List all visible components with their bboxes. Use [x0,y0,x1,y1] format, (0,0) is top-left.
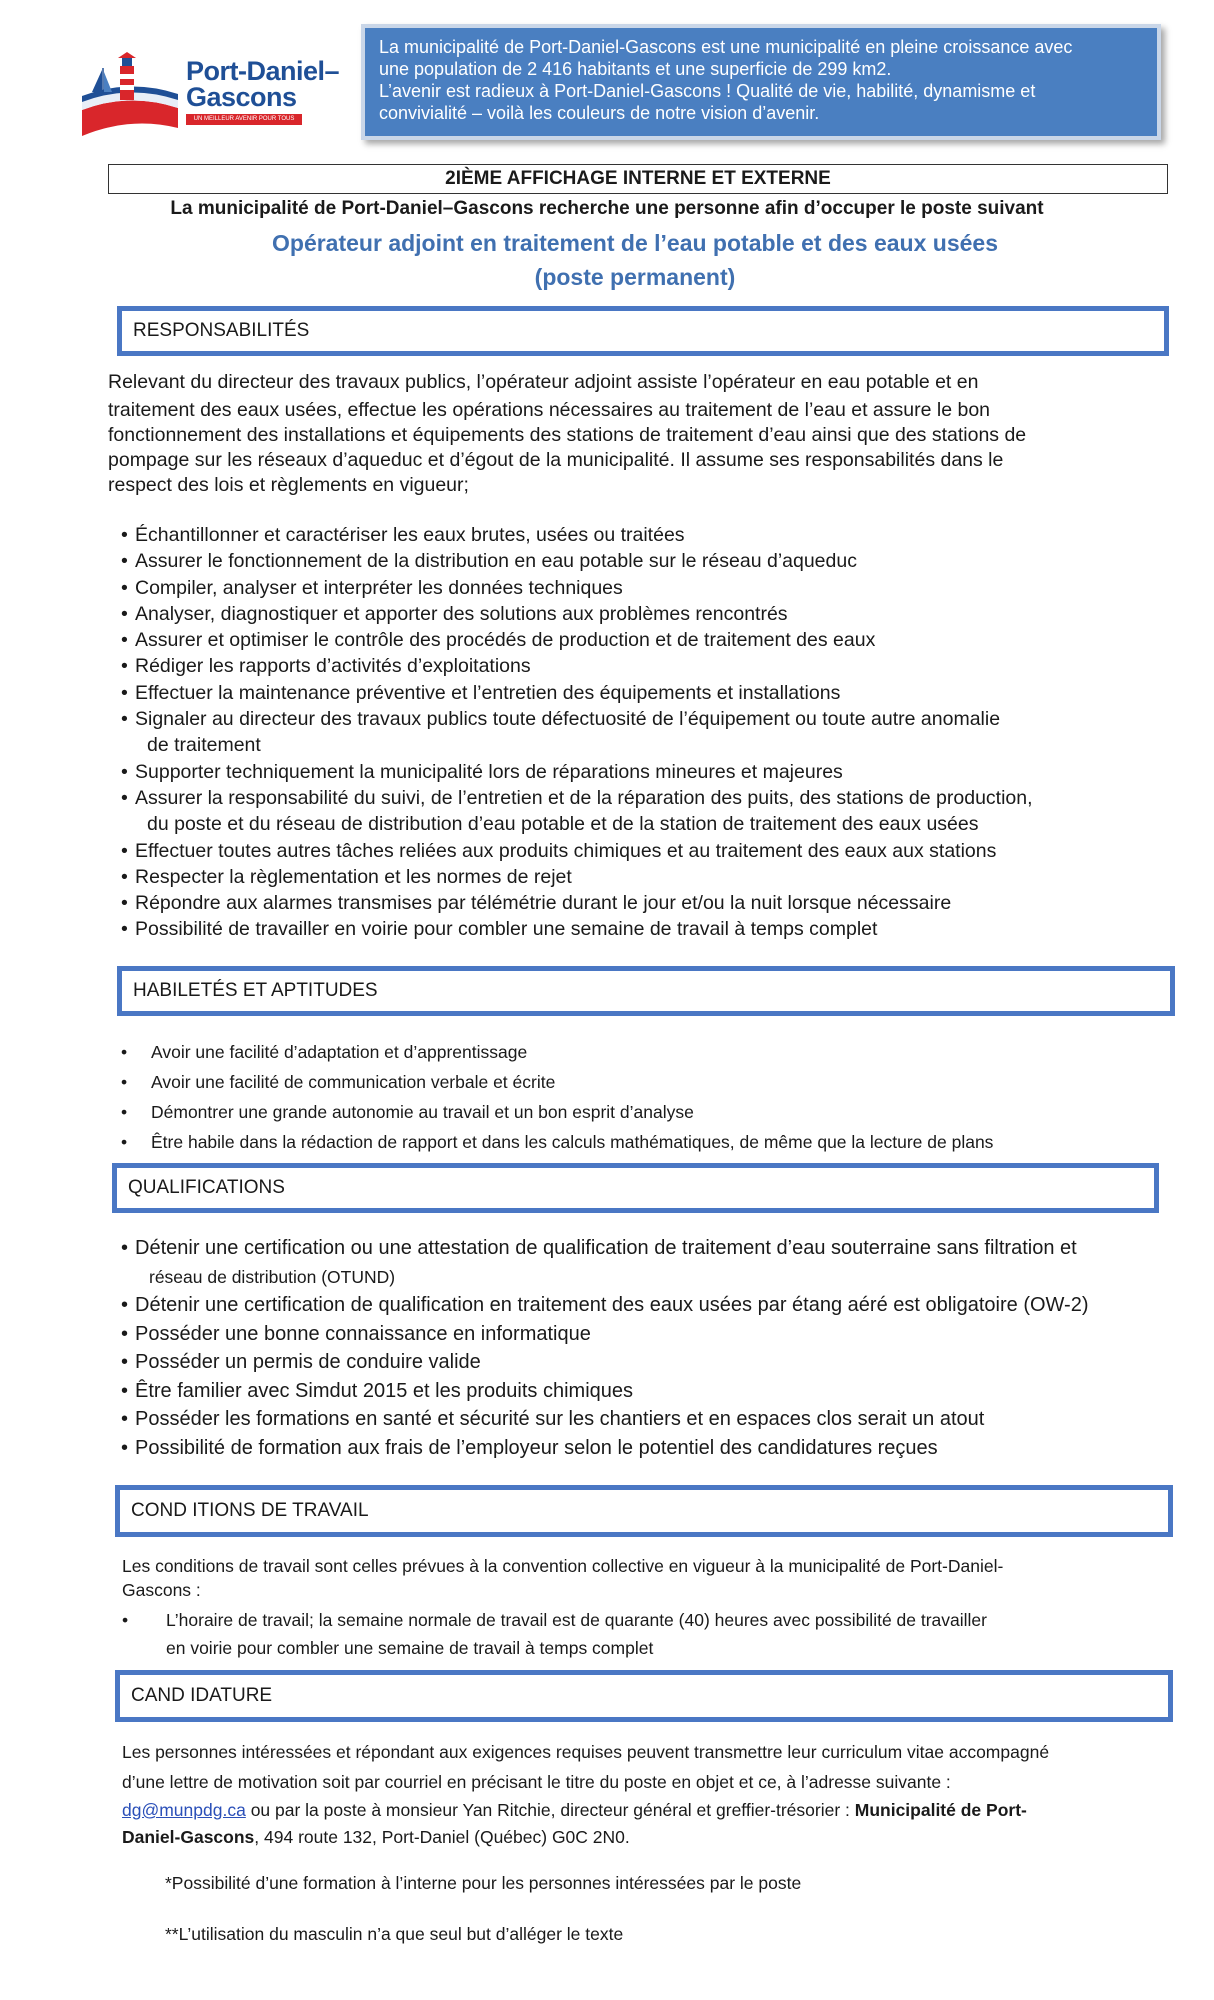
paragraph-line: Daniel-Gascons, 494 route 132, Port-Daniel (Québec) G0C 2N0. [122,1827,630,1847]
section-heading-conditions: COND ITIONS DE TRAVAIL [115,1485,1173,1537]
list-item: • Analyser, diagnostiquer et apporter des solutions aux problèmes rencontrés [121,602,788,625]
posting-banner: 2IÈME AFFICHAGE INTERNE ET EXTERNE [108,164,1168,194]
list-item-continuation: réseau de distribution (OTUND) [149,1266,396,1287]
paragraph-line: Gascons : [122,1580,201,1600]
list-item: • Compiler, analyser et interpréter les données techniques [121,576,623,599]
list-item: • Assurer la responsabilité du suivi, de l’entretien et de la réparation des puits, des stations de production, [121,786,1033,809]
application-text [122,1737,1192,1851]
intro-box [361,24,1161,140]
email-link[interactable]: dg@munpdg.ca [122,1800,246,1820]
list-item: • Effectuer toutes autres tâches reliées aux produits chimiques et au traitement des eaux aux stations [121,839,997,862]
list-item: • Respecter la règlementation et les normes de rejet [121,865,572,888]
skills-list [121,1037,993,1157]
qualifications-list [121,1234,1089,1462]
list-item: • Effectuer la maintenance préventive et l’entretien des équipements et installations [121,681,841,704]
intro-line: convivialité – voilà les couleurs de notre vision d’avenir. [379,103,820,123]
paragraph-line: Relevant du directeur des travaux publics, l’opérateur adjoint assiste l’opérateur en eau potable et en [108,371,979,393]
list-item: • Posséder une bonne connaissance en informatique [121,1322,591,1345]
list-item: • Assurer et optimiser le contrôle des procédés de production et de traitement des eaux [121,629,876,652]
section-heading-qualifications: QUALIFICATIONS [112,1163,1159,1213]
bullet: • [122,1610,129,1630]
responsibilities-intro [108,370,1178,498]
list-item: • Démontrer une grande autonomie au travail et un bon esprit d’analyse [121,1102,694,1122]
list-item: • Signaler au directeur des travaux publics toute défectuosité de l’équipement ou toute autre anomalie [121,708,1001,731]
intro-line: L’avenir est radieux à Port-Daniel-Gascons ! Qualité de vie, habilité, dynamisme et [379,81,1036,101]
paragraph-line: dg@munpdg.ca ou par la poste à monsieur Yan Ritchie, directeur général et greffier-trésorier : Municipalité de Port- [122,1800,1027,1820]
list-item: • Posséder un permis de conduire valide [121,1351,481,1373]
paragraph-line: fonctionnement des installations et équipements des stations de traitement d’eau ainsi que des stations de [108,424,1027,446]
list-item: • Détenir une certification de qualification en traitement des eaux usées par étang aéré est obligatoire (OW-2) [121,1294,1089,1316]
list-item: • Possibilité de travailler en voirie pour combler une semaine de travail à temps complet [121,918,878,941]
lighthouse-logo-icon [78,52,182,142]
list-item: • Avoir une facilité d’adaptation et d’apprentissage [121,1042,528,1062]
list-item: • Répondre aux alarmes transmises par télémétrie durant le jour et/ou la nuit lorsque nécessaire [121,892,952,915]
section-heading-application: CAND IDATURE [115,1670,1173,1722]
list-item: • Détenir une certification ou une attestation de qualification de traitement d’eau souterraine sans filtration et [121,1237,1077,1259]
list-item: • Avoir une facilité de communication verbale et écrite [121,1072,556,1092]
note-training: *Possibilité d’une formation à l’interne pour les personnes intéressées par le poste [165,1873,802,1893]
paragraph-line: Les conditions de travail sont celles prévues à la convention collective en vigueur à la municipalité de Port-Daniel- [122,1556,1004,1576]
list-item: • Assurer le fonctionnement de la distribution en eau potable sur le réseau d’aqueduc [121,550,857,573]
logo-tagline: UN MEILLEUR AVENIR POUR TOUS [186,114,302,125]
paragraph-line: pompage sur les réseaux d’aqueduc et d’égout de la municipalité. Il assume ses responsabilités dans le [108,449,1004,471]
intro-line: La municipalité de Port-Daniel-Gascons est une municipalité en pleine croissance avec [379,37,1073,57]
list-item: • Être familier avec Simdut 2015 et les produits chimiques [121,1379,634,1402]
intro-line: une population de 2 416 habitants et une superficie de 299 km2. [379,59,892,79]
logo-name-line2: Gascons [186,82,297,112]
paragraph-line: respect des lois et règlements en vigueur; [108,474,469,496]
municipality-logo [78,52,358,142]
paragraph-line: traitement des eaux usées, effectue les opérations nécessaires au traitement de l’eau et assure le bon [108,399,991,421]
section-heading-responsibilities: RESPONSABILITÉS [117,306,1169,356]
note-masculine: **L’utilisation du masculin n’a que seul but d’alléger le texte [165,1924,624,1944]
list-item: • Être habile dans la rédaction de rapport et dans les calculs mathématiques, de même que la lecture de plans [121,1132,994,1152]
list-item: • Rédiger les rapports d’activités d’exploitations [121,655,531,678]
list-item: • Posséder les formations en santé et sécurité sur les chantiers et en espaces clos serait un atout [121,1408,985,1430]
job-title-line1: Opérateur adjoint en traitement de l’eau potable et des eaux usées [272,230,998,256]
list-item: • Échantillonner et caractériser les eaux brutes, usées ou traitées [121,524,685,546]
logo-name-line1: Port-Daniel– [186,56,340,86]
list-item-continuation: de traitement [147,734,261,757]
paragraph-line: d’une lettre de motivation soit par courriel en précisant le titre du poste en objet et ce, à l’adresse suivante : [122,1772,951,1792]
posting-seeking: La municipalité de Port-Daniel–Gascons recherche une personne afin d’occuper le poste suivant [170,198,1044,219]
responsibilities-list [121,522,1033,943]
paragraph-line: Les personnes intéressées et répondant aux exigences requises peuvent transmettre leur curriculum vitae accompagné [122,1742,1050,1762]
list-item: • Supporter techniquement la municipalité lors de réparations mineures et majeures [121,760,843,783]
conditions-list-item: • L’horaire de travail; la semaine normale de travail est de quarante (40) heures avec possibilité de travailler en voirie pour combler une semaine de travail à temps complet [122,1606,987,1662]
section-heading-skills: HABILETÉS ET APTITUDES [117,966,1175,1016]
job-title [0,226,1214,294]
list-item-continuation: du poste et du réseau de distribution d’eau potable et de la station de traitement des eaux usées [147,813,979,836]
conditions-text [122,1552,1182,1580]
job-title-line2: (poste permanent) [534,264,736,290]
list-item: • Possibilité de formation aux frais de l’employeur selon le potentiel des candidatures reçues [121,1436,938,1459]
